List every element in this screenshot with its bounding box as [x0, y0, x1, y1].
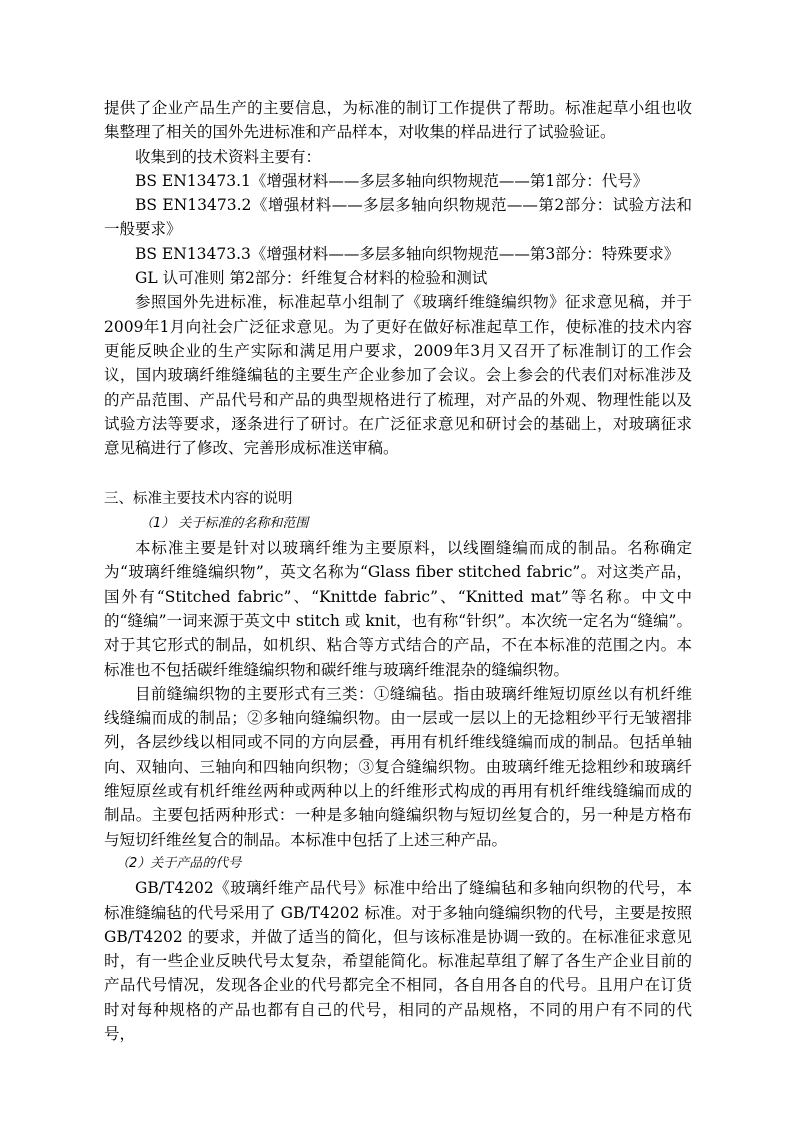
reference-item: BS EN13473.2《增强材料——多层多轴向织物规范——第2部分：试验方法和一般要求》: [104, 196, 692, 239]
product-code-paragraph: GB/T4202《玻璃纤维产品代号》标准中给出了缝编毡和多轴向织物的代号，本标准缝编毡的代号采用了 GB/T4202 标准。对于多轴向缝编织物的代号，主要是按照GB/T4202 的要求，并做了适当的简化，但与该标准是协调一致的。在标准征求意见时，有一些企业反映代号太复杂，希望能简化。标准起草组了解了各生产企业目前的产品代号情况，发现各企业的代号都完全不相同，各自用各自的代号。且用户在订货时对每种规格的产品也都有自己的代号，相同的产品规格，不同的用户有不同的代号，: [104, 879, 692, 1043]
section-spacer: [104, 460, 692, 487]
reference-item: BS EN13473.1《增强材料——多层多轴向织物规范——第1部分：代号》: [135, 171, 649, 190]
subsection-heading-name-scope: （1） 关于标准的名称和范围: [140, 515, 309, 531]
scope-paragraph: 本标准主要是针对以玻璃纤维为主要原料，以线圈缝编而成的制品。名称确定为“玻璃纤维缝编织物”，英文名称为“Glass fiber stitched fabric”。对这类产品，国外有“Stitched fabric”、“Knittde fabric”、“Knitted mat”等名称。中文中的“缝编”一词来源于英文中 stitch 或 knit，也有称“针织”。本次统一定名为“缝编”。对于其它形式的制品，如机织、粘合等方式结合的产品，不在本标准的范围之内。本标准也不包括碳纤维缝编织物和碳纤维与玻璃纤维混杂的缝编织物。: [104, 539, 692, 679]
collected-materials-intro: 收集到的技术资料主要有：: [135, 147, 322, 166]
section-heading: 三、标准主要技术内容的说明: [104, 491, 293, 508]
intro-paragraph: 提供了企业产品生产的主要信息，为标准的制订工作提供了帮助。标准起草小组也收集整理了相关的国外先进标准和产品样本，对收集的样品进行了试验验证。: [104, 99, 692, 142]
product-forms-paragraph: 目前缝编织物的主要形式有三类：①缝编毡。指由玻璃纤维短切原丝以有机纤维线缝编而成的制品；②多轴向缝编织物。由一层或一层以上的无捻粗纱平行无皱褶排列，各层纱线以相同或不同的方向层叠，再用有机纤维线缝编而成的制品。包括单轴向、双轴向、三轴向和四轴向织物；③复合缝编织物。由玻璃纤维无捻粗纱和玻璃纤维短原丝或有机纤维丝两种或两种以上的纤维形式构成的再用有机纤维线缝编而成的制品。主要包括两种形式：一种是多轴向缝编织物与短切丝复合的，另一种是方格布与短切纤维丝复合的制品。本标准中包括了上述三种产品。: [104, 684, 692, 849]
reference-item: GL 认可准则 第2部分：纤维复合材料的检验和测试: [135, 269, 488, 288]
subsection-heading-product-code: （2）关于产品的代号: [116, 855, 242, 871]
reference-item: BS EN13473.3《增强材料——多层多轴向织物规范——第3部分：特殊要求》: [135, 244, 680, 263]
document-body: [104, 96, 692, 1046]
drafting-process-paragraph: 参照国外先进标准，标准起草小组制了《玻璃纤维缝编织物》征求意见稿，并于2009年1月向社会广泛征求意见。为了更好在做好标准起草工作，使标准的技术内容更能反映企业的生产实际和满足用户要求，2009年3月又召开了标准制订的工作会议，国内玻璃纤维缝编毡的主要生产企业参加了会议。会上参会的代表们对标准涉及的产品范围、产品代号和产品的典型规格进行了梳理，对产品的外观、物理性能以及试验方法等要求，逐条进行了研讨。在广泛征求意见和研讨会的基础上，对玻璃征求意见稿进行了修改、完善形成标准送审稿。: [104, 293, 692, 458]
